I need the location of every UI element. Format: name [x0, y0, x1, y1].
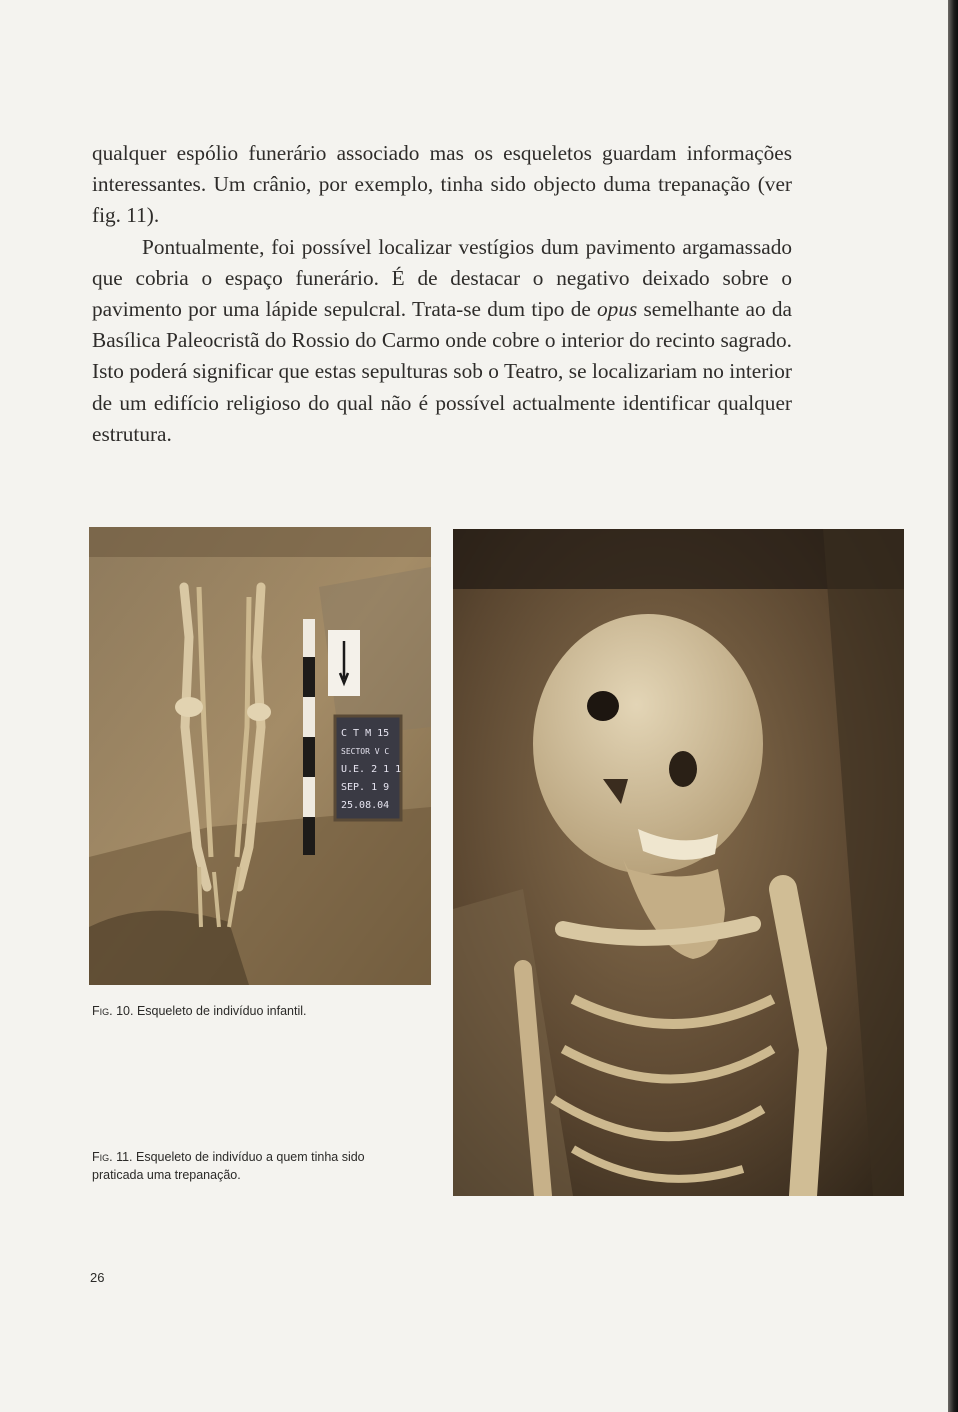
paragraph-2-part-2: semelhante ao da Basílica Paleocristã do Rossio do Carmo onde cobre o interior do recinto sagrado. Isto poderá significar que estas sepulturas sob o Teatro, se localizariam no interior de um edifício religioso do qual não é possível actualmente identificar qualquer estrutura. — [92, 297, 792, 446]
figure-10-label: Fig. 10. — [92, 1004, 134, 1018]
paragraph-1: qualquer espólio funerário associado mas os esqueletos guardam informações interessantes. Um crânio, por exemplo, tinha sido objecto duma trepanação (ver fig. 11). — [92, 141, 792, 228]
page-edge-shadow — [948, 0, 958, 1412]
paragraph-2-part-1: Pontualmente, foi possível localizar vestígios dum pavimento argamassado que cobria o espaço funerário. É de destacar o negativo deixado sobre o pavimento por uma lápide sepulcral. Trata-se dum tipo de — [92, 234, 792, 322]
figure-11-caption-text: Esqueleto de indivíduo a quem tinha sido praticada uma trepanação. — [92, 1150, 365, 1182]
paragraph-2 — [92, 232, 792, 450]
slate-line: SEP. 1 9 — [341, 782, 390, 793]
figure-11-caption — [92, 1148, 392, 1184]
body-text — [92, 138, 792, 450]
figure-10-caption — [92, 1002, 392, 1020]
figure-10-photo — [89, 527, 431, 985]
slate-line: SECTOR V C — [341, 747, 390, 756]
slate-line: U.E. 2 1 1 — [341, 764, 402, 775]
slate — [335, 716, 401, 820]
slate-line: C T M 15 — [341, 728, 390, 739]
figure-11-label: Fig. 11. — [92, 1150, 133, 1164]
figure-11-photo — [453, 529, 904, 1196]
opus-term: opus — [597, 297, 638, 322]
page-number: 26 — [90, 1270, 105, 1285]
figure-10-caption-text: Esqueleto de indivíduo infantil. — [133, 1004, 307, 1018]
figure-10-image — [89, 527, 431, 985]
figure-11-image — [453, 529, 904, 1196]
slate-line: 25.08.04 — [341, 800, 390, 811]
